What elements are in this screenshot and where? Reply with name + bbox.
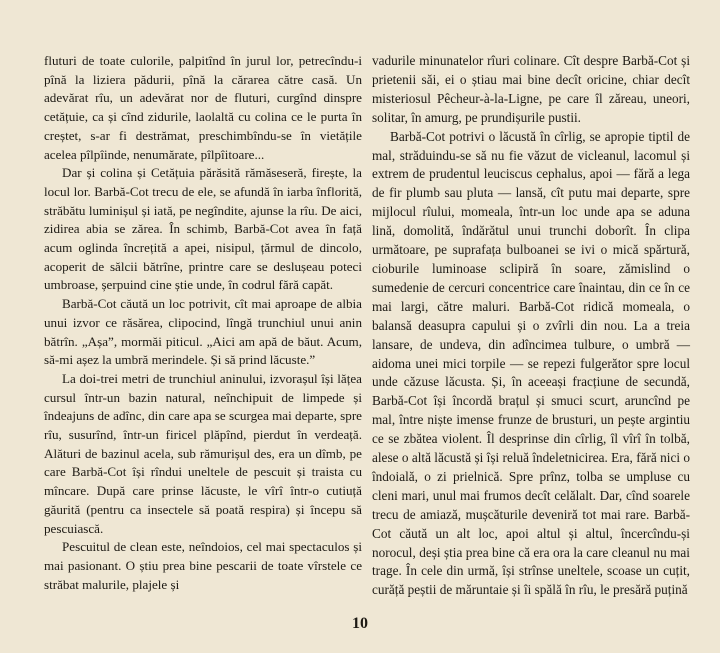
paragraph: La doi-trei metri de trunchiul aninului, izvorașul își lățea cursul într-un bazin natural, neînchipuit de limpede și îndeajuns de adînc, din care apa se scurgea mai departe, spre rîu, susurînd, într-un firicel plăpînd, pierdut în verdeață. Alături de bazinul acela, sub rămurișul des, era un dîmb, pe care Barbă-Cot își rîndui uneltele de pescuit și traista cu mîncare. După care prinse lăcuste, le vîrî într-o cutiuță găurită (pentru ca insectele să poată respira) și începu să pescuiască.: [44, 370, 362, 536]
paragraph: Barbă-Cot potrivi o lăcustă în cîrlig, se apropie tiptil de mal, străduindu-se să nu fie văzut de vicleanul, lacomul și extrem de prudentul leuciscus cephalus, apoi — fără a lega de fir plumb sau pluta — lansă, cît putu mai departe, spre mijlocul rîului, momeala, într-un loc unde apa se aduna lină, domolită, îndărătul unui trunchi doborît. În clipa următoare, pe suprafața bulboanei se ivi o mică spărtură, cioburile luminoase sclipiră în soare, zămislind o sumedenie de cercuri concentrice care înaintau, din ce în ce mai largi, către maluri. Barbă-Cot ridică momeala, o balansă deasupra capului și o zvîrli din nou. La a treia lansare, de undeva, din adîncimea tulbure, o umbră — aidoma unei mici torpile — se repezi fulgerător spre locul unde căzuse lăcusta. Și, în aceeași fracțiune de secundă, Barbă-Cot își încordă brațul și smuci scurt, aruncînd pe mal, între niște imense frunze de brusturi, un pește argintiu ce se zbătea violent. Îl desprinse din cîrlig, îl vîrî în tolbă, alese o altă lăcustă și își reluă îndeletnicirea. Era, fără nici o îndoială, o zi prielnică. Spre prînz, tolba se umpluse cu cleni mari, unul mai frumos decît celălalt. Dar, cînd soarele trecu de amiază, mușcăturile deveniră tot mai rare. Barbă-Cot căută un alt loc, apoi altul și altul, încercîndu-și norocul, deși știa prea bine că era ora la care cleanul nu mai trage. În cele din urmă, își strînse uneltele, scoase un cuțit, curăță peștii de măruntaie și îi spălă în rîu, le presără puțină: [372, 128, 690, 598]
paragraph: Barbă-Cot căută un loc potrivit, cît mai aproape de albia unui izvor ce răsărea, clipocind, lîngă trunchiul unui anin bătrîn. „Așa”, mormăi piticul. „Aici am apă de băut. Acum, să-mi așez la umbră merindele. Și să prind lăcuste.”: [44, 296, 362, 368]
right-column: [372, 52, 690, 600]
page-number: 10: [352, 615, 368, 632]
paragraph: Pescuitul de clean este, neîndoios, cel mai spectaculos și mai pasionant. O știu prea bine pescarii de toate vîrstele ce străbat malurile, plajele și: [44, 539, 362, 592]
paragraph: Dar și colina și Cetățuia părăsită rămăseseră, firește, la locul lor. Barbă-Cot trecu de ele, se afundă în iarba înflorită, străbătu luminișul și iată, pe negîndite, ajunse la rîu. De aici, zidirea abia se zărea. În schimb, Barbă-Cot avea în față acum oglinda încrețită a apei, nisipul, țărmul de dincolo, acoperit de sălcii bătrîne, printre care se deslușeau poteci umbroase, șerpuind cine știe unde, în codrul fără capăt.: [44, 165, 362, 293]
left-column: [44, 52, 362, 594]
paragraph: fluturi de toate culorile, palpitînd în jurul lor, petrecîndu-i pînă la liziera pădurii, pînă la cărarea către casă. Un adevărat rîu, un adevărat nor de fluturi, curgînd dinspre cetățuie, ca și cînd zidurile, laolaltă cu colina ce le purta în creștet, s-ar fi destrămat, preschimbîndu-se în vietățile acelea pîlpîinde, nenumărate, pîlpîitoare...: [44, 53, 362, 162]
paragraph: vadurile minunatelor rîuri colinare. Cît despre Barbă-Cot și prietenii săi, ei o știau mai bine decît oricine, chiar decît misteriosul Pêcheur-à-la-Ligne, pe care îl zăreau, uneori, solitar, în amurg, pe prundișurile pustii.: [372, 53, 690, 125]
